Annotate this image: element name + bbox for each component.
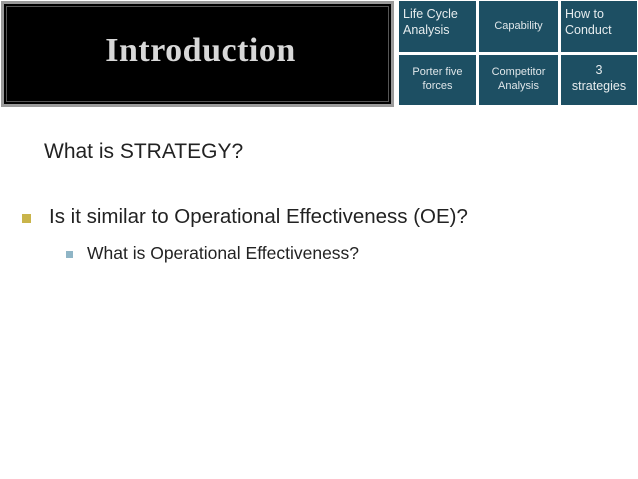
bullet-level-1 — [22, 205, 468, 229]
nav-capability[interactable] — [478, 0, 559, 53]
slide-title: Introduction — [105, 32, 296, 69]
nav-label-line: How to — [565, 7, 604, 21]
nav-competitor-analysis[interactable] — [478, 54, 559, 106]
bullet-level-2 — [66, 243, 359, 264]
bullet-text: What is Operational Effectiveness? — [87, 243, 360, 263]
nav-label-line: Conduct — [565, 23, 612, 37]
nav-how-to-conduct[interactable] — [560, 0, 638, 53]
nav-life-cycle-analysis[interactable] — [398, 0, 477, 53]
nav-3-strategies[interactable] — [560, 54, 638, 106]
nav-label-line: Competitor — [491, 66, 546, 78]
square-bullet-icon — [66, 251, 73, 258]
section-heading: What is STRATEGY? — [44, 140, 244, 163]
title-banner — [1, 1, 394, 107]
nav-label-line: Analysis — [403, 23, 450, 37]
nav-label-line: Porter five — [412, 66, 463, 78]
nav-porter-five-forces[interactable] — [398, 54, 477, 106]
nav-label-line: Analysis — [498, 80, 539, 92]
bullet-text: Is it similar to Operational Effectiveness (OE)? — [49, 205, 468, 228]
nav-label-line: Life Cycle — [403, 7, 458, 21]
topic-navigation — [396, 0, 638, 107]
nav-label-line: 3 — [595, 63, 603, 77]
nav-label: Capability — [494, 20, 543, 32]
nav-label-line: strategies — [571, 79, 627, 93]
nav-label-line: forces — [422, 80, 453, 92]
square-bullet-icon — [22, 214, 31, 223]
